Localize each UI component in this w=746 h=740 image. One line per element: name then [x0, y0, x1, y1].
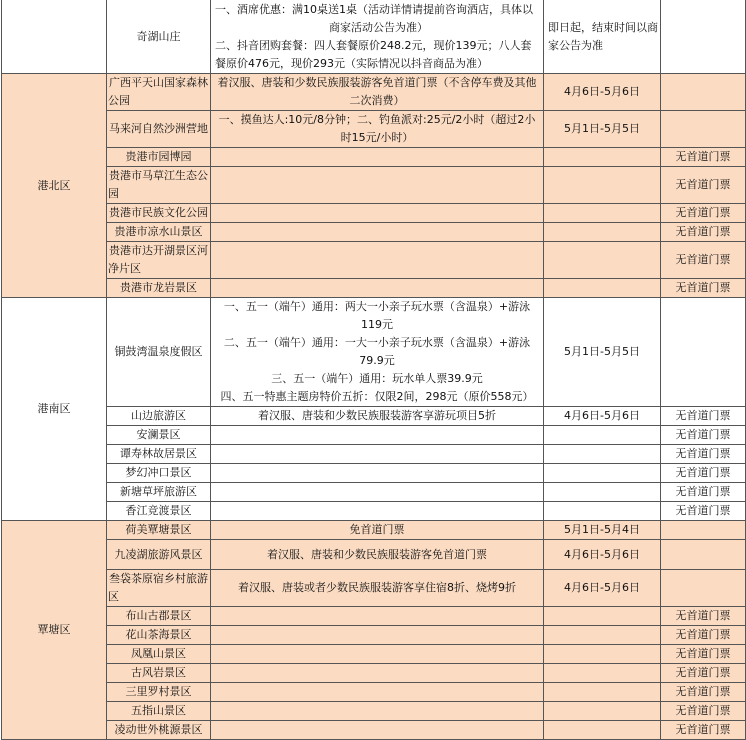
offer-cell	[211, 242, 544, 279]
offer-cell: 一、摸鱼达人:10元/8分钟；二、钓鱼派对:25元/2小时（超过2小 时15元/小时）	[211, 111, 544, 148]
offer-cell	[211, 483, 544, 502]
time-cell	[544, 721, 661, 740]
note-cell: 无首道门票	[661, 483, 746, 502]
district-cell: 覃塘区	[2, 521, 107, 740]
scenic-name: 山边旅游区	[107, 407, 211, 426]
table-row	[2, 607, 746, 626]
scenic-name: 凤凰山景区	[107, 645, 211, 664]
table-row	[2, 0, 746, 74]
scenic-name: 凌动世外桃源景区	[107, 721, 211, 740]
offer-cell	[211, 426, 544, 445]
offer-cell: 免首道门票	[211, 521, 544, 540]
table-row	[2, 148, 746, 167]
table-row	[2, 570, 746, 607]
note-cell	[661, 0, 746, 74]
scenic-name: 荷美覃塘景区	[107, 521, 211, 540]
note-cell: 无首道门票	[661, 223, 746, 242]
offer-cell	[211, 502, 544, 521]
time-cell	[544, 502, 661, 521]
time-cell	[544, 645, 661, 664]
time-cell	[544, 167, 661, 204]
scenic-name: 贵港市马草江生态公 园	[107, 167, 211, 204]
time-cell: 5月1日-5月4日	[544, 521, 661, 540]
offer-cell: 着汉服、唐装或者少数民族服装游客享住宿8折、烧烤9折	[211, 570, 544, 607]
time-cell	[544, 483, 661, 502]
table-row	[2, 502, 746, 521]
note-cell: 无首道门票	[661, 626, 746, 645]
district-cell: 港南区	[2, 298, 107, 521]
table-row	[2, 702, 746, 721]
offer-cell	[211, 445, 544, 464]
table-row	[2, 664, 746, 683]
scenic-name: 安澜景区	[107, 426, 211, 445]
time-cell: 4月6日-5月6日	[544, 540, 661, 570]
table-row	[2, 407, 746, 426]
time-cell: 5月1日-5月5日	[544, 298, 661, 407]
time-cell: 4月6日-5月6日	[544, 74, 661, 111]
scenic-name: 叁袋茶原宿乡村旅游 区	[107, 570, 211, 607]
scenic-name: 马来河自然沙洲营地	[107, 111, 211, 148]
offer-cell	[211, 279, 544, 298]
table-row	[2, 645, 746, 664]
scenic-name: 新塘草坪旅游区	[107, 483, 211, 502]
scenic-name: 九凌湖旅游风景区	[107, 540, 211, 570]
time-cell	[544, 445, 661, 464]
district-cell-empty	[2, 0, 107, 74]
time-cell: 5月1日-5月5日	[544, 111, 661, 148]
time-cell	[544, 426, 661, 445]
offer-cell: 着汉服、唐装和少数民族服装游客免首道门票（不含停车费及其他 二次消费）	[211, 74, 544, 111]
time-cell	[544, 464, 661, 483]
note-cell: 无首道门票	[661, 607, 746, 626]
scenic-name: 花山茶海景区	[107, 626, 211, 645]
scenic-name: 五指山景区	[107, 702, 211, 721]
scenic-name: 贵港市达开湖景区河 净片区	[107, 242, 211, 279]
offer-cell	[211, 223, 544, 242]
note-cell: 无首道门票	[661, 702, 746, 721]
note-cell: 无首道门票	[661, 502, 746, 521]
note-cell: 无首道门票	[661, 279, 746, 298]
offer-cell	[211, 721, 544, 740]
time-cell	[544, 148, 661, 167]
scenic-name: 谭寿林故居景区	[107, 445, 211, 464]
time-cell	[544, 626, 661, 645]
offer-cell	[211, 702, 544, 721]
note-cell	[661, 74, 746, 111]
table-row	[2, 111, 746, 148]
scenic-name: 贵港市园博园	[107, 148, 211, 167]
note-cell	[661, 570, 746, 607]
note-cell: 无首道门票	[661, 721, 746, 740]
note-cell	[661, 111, 746, 148]
offer-cell: 一、酒席优惠：满10桌送1桌（活动详情请提前咨询酒店，具体以 商家活动公告为准） 二、抖音团购套餐：四人套餐原价248.2元，现价139元；八人套 餐原价476元，现价293元（实际情况以抖音商品为准）	[211, 0, 544, 74]
scenic-name: 广西平天山国家森林 公园	[107, 74, 211, 111]
offer-cell	[211, 607, 544, 626]
table-row	[2, 426, 746, 445]
offer-cell	[211, 148, 544, 167]
scenic-name: 古风岩景区	[107, 664, 211, 683]
note-cell: 无首道门票	[661, 167, 746, 204]
scenic-name: 三里罗村景区	[107, 683, 211, 702]
time-cell: 4月6日-5月6日	[544, 407, 661, 426]
scenic-name: 香江竞渡景区	[107, 502, 211, 521]
table-row	[2, 204, 746, 223]
note-cell	[661, 521, 746, 540]
table-row	[2, 721, 746, 740]
time-cell	[544, 664, 661, 683]
table-row	[2, 521, 746, 540]
note-cell: 无首道门票	[661, 445, 746, 464]
table-row	[2, 223, 746, 242]
time-cell: 即日起，结束时间以商 家公告为准	[544, 0, 661, 74]
time-cell	[544, 242, 661, 279]
table-row	[2, 74, 746, 111]
note-cell	[661, 540, 746, 570]
note-cell	[661, 298, 746, 407]
time-cell	[544, 223, 661, 242]
offer-cell	[211, 645, 544, 664]
offer-cell	[211, 167, 544, 204]
table-row	[2, 483, 746, 502]
scenic-name: 奇湖山庄	[107, 0, 211, 74]
offer-cell: 着汉服、唐装和少数民族服装游客免首道门票	[211, 540, 544, 570]
table-row	[2, 445, 746, 464]
note-cell: 无首道门票	[661, 148, 746, 167]
note-cell: 无首道门票	[661, 683, 746, 702]
offer-cell	[211, 664, 544, 683]
scenic-name: 铜鼓湾温泉度假区	[107, 298, 211, 407]
table-row	[2, 298, 746, 407]
scenic-name: 布山古郡景区	[107, 607, 211, 626]
district-cell: 港北区	[2, 74, 107, 298]
scenic-name: 贵港市凉水山景区	[107, 223, 211, 242]
offer-cell	[211, 626, 544, 645]
note-cell: 无首道门票	[661, 426, 746, 445]
table-row	[2, 540, 746, 570]
note-cell: 无首道门票	[661, 204, 746, 223]
offer-cell	[211, 204, 544, 223]
scenic-name: 梦幻冲口景区	[107, 464, 211, 483]
note-cell: 无首道门票	[661, 242, 746, 279]
note-cell: 无首道门票	[661, 464, 746, 483]
scenic-name: 贵港市龙岩景区	[107, 279, 211, 298]
table-row	[2, 626, 746, 645]
offer-cell: 一、五一（端午）通用：两大一小亲子玩水票（含温泉）+游泳 119元 二、五一（端午）通用：一大一小亲子玩水票（含温泉）+游泳 79.9元 三、五一（端午）通用：玩水单人票39.9元 四、五一特惠主题房特价五折：仅限2间，298元（原价558元）	[211, 298, 544, 407]
time-cell	[544, 702, 661, 721]
note-cell: 无首道门票	[661, 664, 746, 683]
table-row	[2, 242, 746, 279]
table-row	[2, 167, 746, 204]
time-cell	[544, 607, 661, 626]
offer-cell	[211, 464, 544, 483]
table-row	[2, 279, 746, 298]
offer-cell: 着汉服、唐装和少数民族服装游客享游玩项目5折	[211, 407, 544, 426]
scenic-offers-table	[1, 0, 746, 740]
note-cell: 无首道门票	[661, 645, 746, 664]
time-cell	[544, 279, 661, 298]
time-cell	[544, 204, 661, 223]
scenic-name: 贵港市民族文化公园	[107, 204, 211, 223]
time-cell: 4月6日-5月6日	[544, 570, 661, 607]
note-cell: 无首道门票	[661, 407, 746, 426]
table-row	[2, 464, 746, 483]
